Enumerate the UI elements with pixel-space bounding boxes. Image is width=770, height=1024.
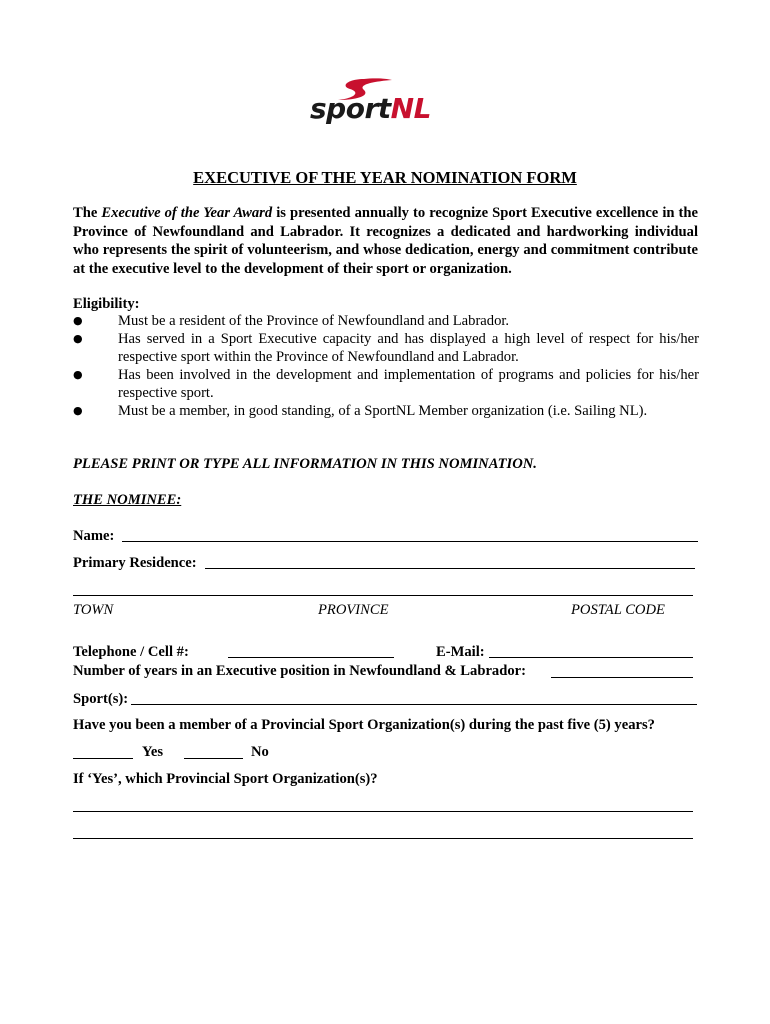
print-instructions: PLEASE PRINT OR TYPE ALL INFORMATION IN THIS NOMINATION. bbox=[73, 456, 537, 472]
eligibility-heading: Eligibility: bbox=[73, 296, 140, 312]
telephone-field[interactable] bbox=[228, 657, 394, 658]
no-label: No bbox=[251, 744, 269, 760]
town-label: TOWN bbox=[73, 602, 114, 618]
bullet-icon: ● bbox=[73, 332, 83, 345]
bullet-icon: ● bbox=[73, 314, 83, 327]
sports-label: Sport(s): bbox=[73, 691, 129, 707]
name-label: Name: bbox=[73, 528, 115, 544]
years-field[interactable] bbox=[551, 677, 693, 678]
residence-label: Primary Residence: bbox=[73, 555, 197, 571]
award-name: Executive of the Year Award bbox=[101, 205, 273, 221]
email-field[interactable] bbox=[489, 657, 693, 658]
eligibility-item: ● Has served in a Sport Executive capacity and has displayed a high level of respect for his/her respective sport within the Province of Newfoundland and Labrador. bbox=[73, 331, 699, 365]
postal-code-label: POSTAL CODE bbox=[571, 602, 665, 618]
yes-label: Yes bbox=[142, 744, 164, 760]
eligibility-item: ● Must be a member, in good standing, of a SportNL Member organization (i.e. Sailing NL). bbox=[73, 403, 648, 419]
bullet-icon: ● bbox=[73, 368, 83, 381]
yes-field[interactable] bbox=[73, 758, 133, 759]
sportnl-logo bbox=[308, 76, 468, 132]
no-field[interactable] bbox=[184, 758, 243, 759]
eligibility-item: ● Has been involved in the development and implementation of programs and policies for his/her respective sport. bbox=[73, 367, 699, 401]
organization-field-2[interactable] bbox=[73, 838, 693, 839]
years-label: Number of years in an Executive position in Newfoundland & Labrador: bbox=[73, 663, 526, 679]
address-field[interactable] bbox=[73, 595, 693, 596]
eligibility-item: ● Must be a resident of the Province of Newfoundland and Labrador. bbox=[73, 313, 510, 329]
nominee-heading: THE NOMINEE: bbox=[73, 492, 182, 508]
bullet-icon: ● bbox=[73, 404, 83, 417]
residence-field[interactable] bbox=[205, 568, 695, 569]
logo-wordmark: sportNL bbox=[310, 92, 431, 125]
telephone-label: Telephone / Cell #: bbox=[73, 644, 189, 660]
sports-field[interactable] bbox=[131, 704, 697, 705]
email-label: E-Mail: bbox=[436, 644, 485, 660]
intro-paragraph: The Executive of the Year Award is presented annually to recognize Sport Executive excellence in the Province of Newfoundland and Labrador. It recognizes a dedicated and hardworking individual who represents the spirit of volunteerism, and whose dedication, energy and commitment contribute at the executive level to the development of their sport or organization. bbox=[73, 205, 698, 277]
organization-field-1[interactable] bbox=[73, 811, 693, 812]
eligibility-list bbox=[73, 312, 699, 420]
province-label: PROVINCE bbox=[318, 602, 389, 618]
form-title: EXECUTIVE OF THE YEAR NOMINATION FORM bbox=[193, 168, 577, 187]
member-question: Have you been a member of a Provincial Sport Organization(s) during the past five (5) years? bbox=[73, 717, 655, 733]
name-field[interactable] bbox=[122, 541, 698, 542]
which-organization-label: If ‘Yes’, which Provincial Sport Organization(s)? bbox=[73, 771, 378, 787]
